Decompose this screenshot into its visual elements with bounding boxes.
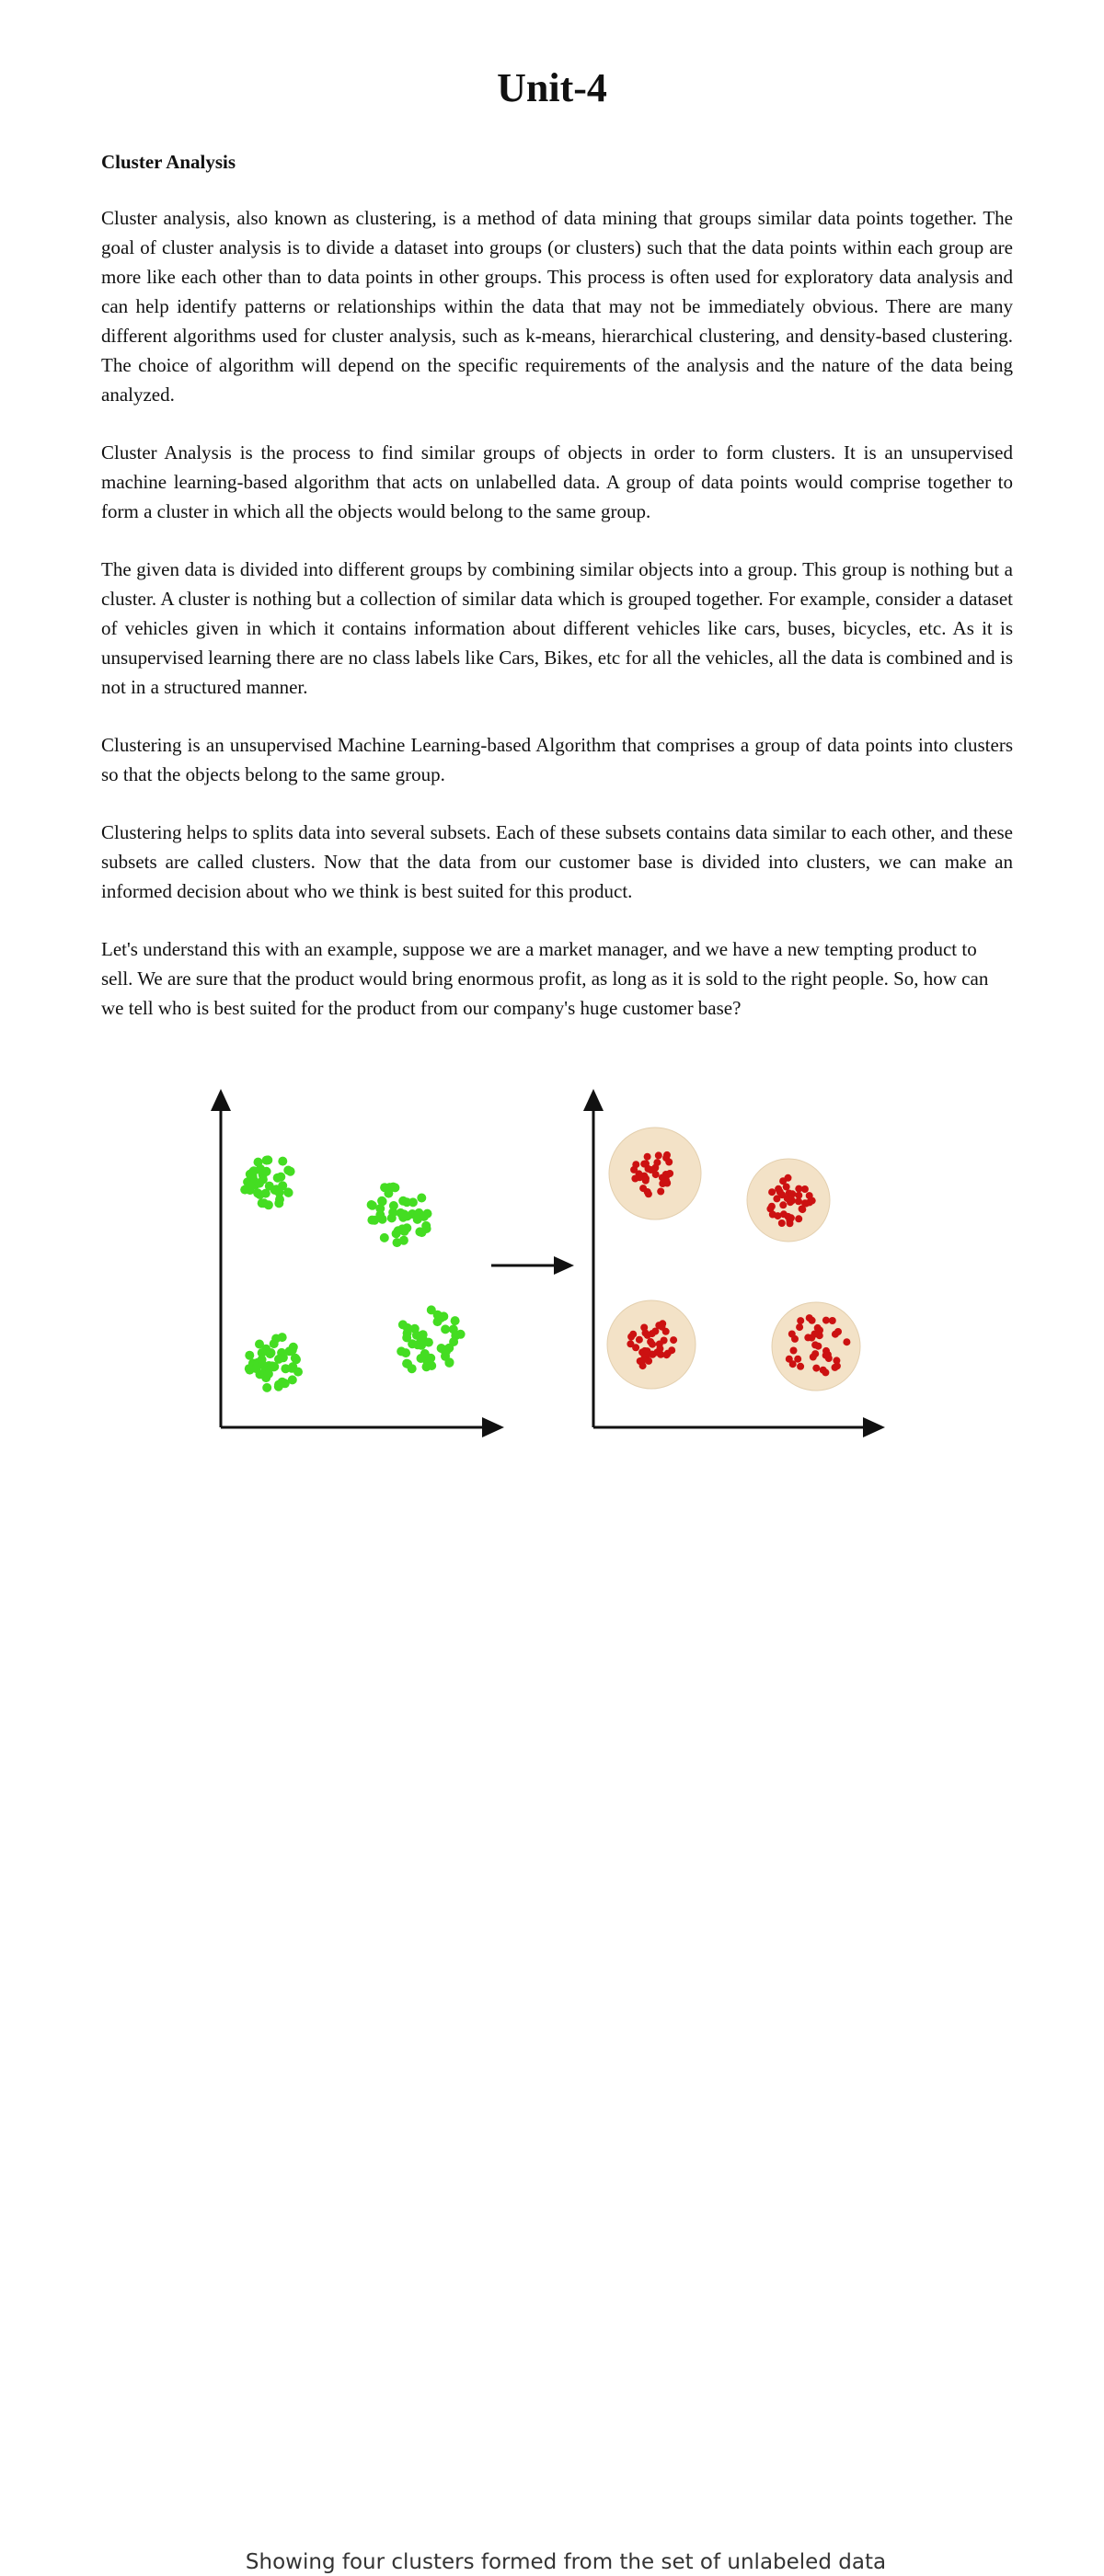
unlabeled-group-2 <box>367 1183 432 1248</box>
data-point <box>779 1201 787 1208</box>
transform-arrow <box>491 1256 574 1275</box>
data-point <box>649 1341 656 1348</box>
paragraph-3: The given data is divided into different groups by combining similar objects into a group. This group is nothing but a cluster. A cluster is nothing but a collection of similar data which is grouped together. For example, consider a dataset of vehicles given in which it contains information about different vehicles like cars, buses, bicycles, etc. As it is unsupervised learning there are no class labels like Cars, Bikes, etc for all the vehicles, all the data is combined and is not in a structured manner. <box>101 558 1013 698</box>
data-point <box>375 1204 385 1213</box>
data-point <box>666 1170 673 1177</box>
page-title: Unit-4 <box>497 65 607 110</box>
data-point <box>278 1181 287 1190</box>
data-point <box>788 1196 796 1204</box>
data-point <box>795 1185 802 1193</box>
data-point <box>790 1347 798 1355</box>
data-point <box>262 1156 271 1165</box>
data-point <box>403 1323 412 1333</box>
data-point <box>657 1188 664 1196</box>
data-point <box>417 1194 426 1203</box>
data-point <box>797 1363 804 1370</box>
data-point <box>644 1332 651 1339</box>
paragraph-5: Clustering helps to splits data into several subsets. Each of these subsets contains data similar to each other, and these subsets are called clusters. Now that the data from our customer base is divided into clusters, we can make an informed decision about who we think is best suited for this product. <box>101 821 1013 902</box>
data-point <box>779 1177 787 1185</box>
data-point <box>276 1173 285 1182</box>
data-point <box>408 1364 417 1373</box>
data-point <box>284 1188 293 1197</box>
data-point <box>663 1179 671 1186</box>
data-point <box>252 1364 261 1373</box>
data-point <box>264 1369 273 1379</box>
data-point <box>664 1350 672 1357</box>
data-point <box>417 1354 426 1363</box>
body-text <box>101 203 1013 1051</box>
data-point <box>278 1157 287 1166</box>
clustered-point-groups <box>607 1128 860 1391</box>
clustering-figure <box>0 1085 1104 2574</box>
data-point <box>288 1375 297 1384</box>
data-point <box>640 1161 648 1168</box>
data-point <box>665 1159 673 1166</box>
paragraph-4: Clustering is an unsupervised Machine Learning-based Algorithm that comprises a group of data points into clusters so that the objects belong to the same group. <box>101 734 1013 785</box>
data-point <box>246 1182 255 1191</box>
unlabeled-axes <box>211 1089 504 1437</box>
data-point <box>274 1380 283 1390</box>
data-point <box>367 1200 376 1209</box>
data-point <box>441 1324 450 1334</box>
section-heading: Cluster Analysis <box>101 151 236 173</box>
data-point <box>449 1337 458 1346</box>
data-point <box>291 1354 300 1363</box>
data-point <box>370 1216 379 1225</box>
data-point <box>427 1305 436 1314</box>
data-point <box>810 1354 817 1361</box>
data-point <box>387 1213 397 1222</box>
data-point <box>812 1365 820 1372</box>
data-point <box>795 1197 802 1205</box>
data-point <box>293 1368 303 1377</box>
data-point <box>275 1195 284 1204</box>
data-point <box>403 1211 412 1220</box>
clustered-y-arrowhead <box>583 1089 604 1111</box>
data-point <box>418 1228 427 1237</box>
data-point <box>420 1212 429 1221</box>
data-point <box>832 1364 839 1371</box>
data-point <box>785 1213 792 1220</box>
data-point <box>258 1355 267 1364</box>
data-point <box>378 1215 387 1224</box>
data-point <box>778 1219 786 1227</box>
data-point <box>811 1341 819 1348</box>
data-point <box>644 1153 651 1161</box>
data-point <box>267 1348 276 1357</box>
data-point <box>389 1201 398 1210</box>
data-point <box>274 1355 283 1364</box>
data-point <box>631 1175 638 1183</box>
data-point <box>651 1164 659 1172</box>
data-point <box>632 1344 639 1351</box>
data-point <box>630 1166 638 1174</box>
data-point <box>809 1317 816 1324</box>
data-point <box>259 1175 268 1185</box>
data-point <box>456 1330 466 1339</box>
data-point <box>640 1324 648 1332</box>
data-point <box>670 1336 677 1344</box>
data-point <box>774 1212 781 1219</box>
data-point <box>786 1356 793 1363</box>
data-point <box>408 1339 417 1348</box>
data-point <box>639 1185 647 1192</box>
data-point <box>249 1166 259 1175</box>
data-point <box>402 1223 411 1232</box>
unlabeled-group-4 <box>397 1305 465 1373</box>
unlabeled-group-1 <box>240 1155 294 1209</box>
data-point <box>259 1198 269 1208</box>
unlabeled-group-3 <box>245 1333 303 1392</box>
data-point <box>834 1328 842 1335</box>
data-point <box>399 1236 408 1245</box>
data-point <box>401 1348 410 1357</box>
data-point <box>451 1316 460 1325</box>
data-point <box>639 1356 647 1363</box>
data-point <box>829 1317 836 1324</box>
data-point <box>380 1233 389 1242</box>
figure-caption: Showing four clusters formed from the set of unlabeled data <box>245 2550 887 2574</box>
data-point <box>394 1226 403 1235</box>
data-point <box>644 1347 651 1355</box>
data-point <box>419 1330 428 1339</box>
data-point <box>822 1352 830 1359</box>
data-point <box>814 1324 822 1332</box>
data-point <box>442 1347 451 1357</box>
data-point <box>281 1364 290 1373</box>
data-point <box>384 1189 393 1198</box>
paragraph-2: Cluster Analysis is the process to find similar groups of objects in order to form clusters. It is an unsupervised machine learning-based algorithm that acts on unlabelled data. A group of data points would comprise together to form a cluster in which all the objects would belong to the same group. <box>101 441 1013 522</box>
data-point <box>283 1166 293 1175</box>
data-point <box>270 1339 279 1348</box>
data-point <box>377 1196 386 1206</box>
data-point <box>245 1351 254 1360</box>
data-point <box>843 1338 850 1345</box>
unlabeled-point-groups <box>240 1155 465 1392</box>
data-point <box>820 1367 827 1374</box>
data-point <box>802 1200 810 1208</box>
data-point <box>797 1317 804 1324</box>
data-point <box>268 1361 277 1370</box>
clustered-x-arrowhead <box>863 1417 885 1437</box>
data-point <box>642 1177 650 1185</box>
data-point <box>398 1196 408 1206</box>
paragraph-6: Let's understand this with an example, suppose we are a market manager, and we have a new tempting product to sell. We are sure that the product would bring enormous profit, as long as it is sold to the right people. So, how can we tell who is best suited for the product from our company's huge customer base? <box>101 938 989 1019</box>
data-point <box>656 1345 663 1353</box>
data-point <box>778 1191 786 1198</box>
data-point <box>262 1383 271 1392</box>
data-point <box>795 1215 802 1222</box>
unlabeled-y-arrowhead <box>211 1089 231 1111</box>
paragraph-1: Cluster analysis, also known as clustering, is a method of data mining that groups similar data points together. The goal of cluster analysis is to divide a dataset into groups (or clusters) such that the data points within each group are more like each other than to data points in other groups. This process is often used for exploratory data analysis and can help identify patterns or relationships within the data that may not be immediately obvious. There are many different algorithms used for cluster analysis, such as k-means, hierarchical clustering, and density-based clustering. The choice of algorithm will depend on the specific requirements of the analysis and the nature of the data being analyzed. <box>101 207 1013 406</box>
data-point <box>256 1190 265 1199</box>
unlabeled-x-arrowhead <box>482 1417 504 1437</box>
data-point <box>424 1338 433 1347</box>
data-point <box>270 1185 280 1195</box>
data-point <box>254 1158 263 1167</box>
data-point <box>791 1335 799 1343</box>
data-point <box>655 1151 662 1159</box>
data-point <box>427 1361 436 1370</box>
data-point <box>262 1167 271 1176</box>
data-point <box>659 1323 666 1331</box>
data-point <box>627 1334 635 1341</box>
data-point <box>636 1336 643 1344</box>
data-point <box>822 1317 830 1324</box>
data-point <box>796 1323 803 1331</box>
data-point <box>436 1313 445 1322</box>
data-point <box>288 1345 297 1355</box>
data-point <box>768 1188 776 1196</box>
clustering-diagram <box>0 1085 1104 1471</box>
